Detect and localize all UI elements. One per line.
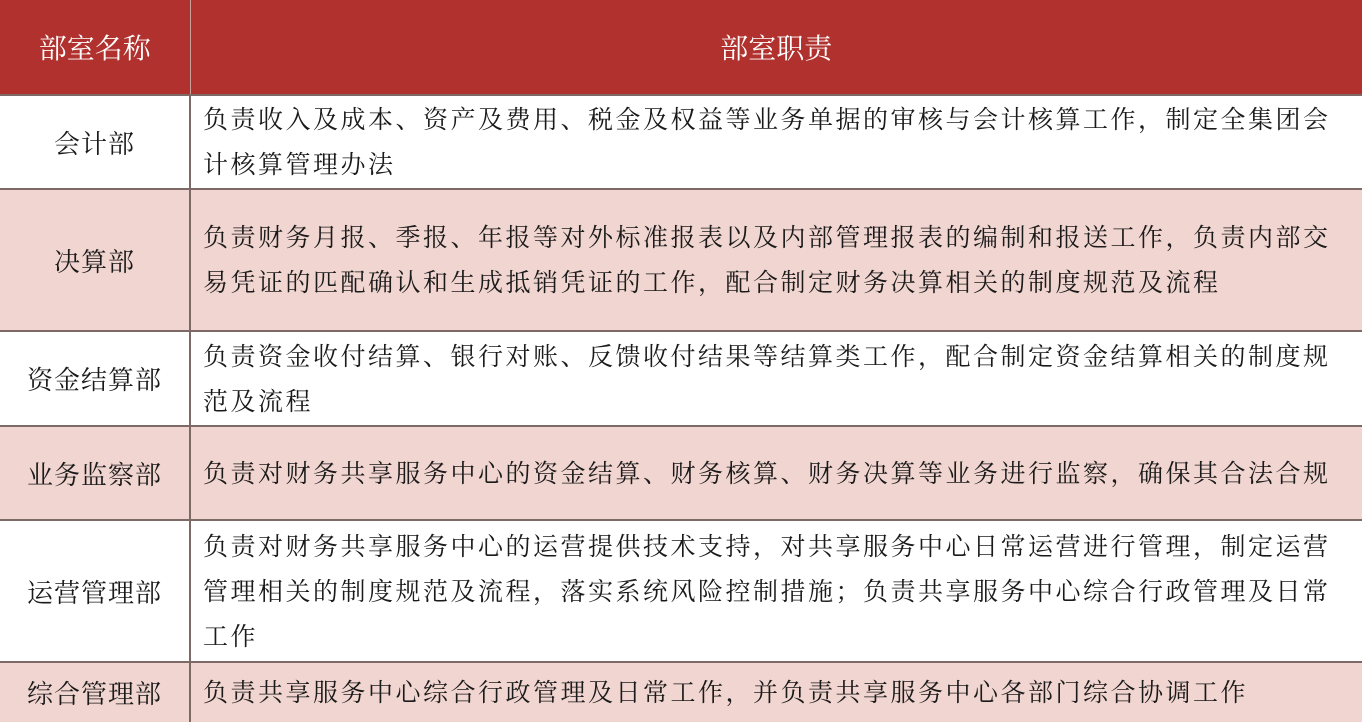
table-row xyxy=(0,426,1362,520)
table-row xyxy=(0,95,1362,189)
department-name-operations-management: 运营管理部 xyxy=(0,520,190,662)
department-duty-final-accounts: 负责财务月报、季报、年报等对外标准报表以及内部管理报表的编制和报送工作，负责内部交易凭证的匹配确认和生成抵销凭证的工作，配合制定财务决算相关的制度规范及流程 xyxy=(190,189,1362,331)
header-department-name: 部室名称 xyxy=(0,0,190,95)
department-duty-general-management: 负责共享服务中心综合行政管理及日常工作，并负责共享服务中心各部门综合协调工作 xyxy=(190,662,1362,722)
table-row xyxy=(0,331,1362,426)
department-duty-operations-management: 负责对财务共享服务中心的运营提供技术支持，对共享服务中心日常运营进行管理，制定运营管理相关的制度规范及流程，落实系统风险控制措施；负责共享服务中心综合行政管理及日常工作 xyxy=(190,520,1362,662)
department-duty-business-supervision: 负责对财务共享服务中心的资金结算、财务核算、财务决算等业务进行监察，确保其合法合规 xyxy=(190,426,1362,520)
department-name-final-accounts: 决算部 xyxy=(0,189,190,331)
department-name-business-supervision: 业务监察部 xyxy=(0,426,190,520)
table-header-row xyxy=(0,0,1362,95)
department-name-fund-settlement: 资金结算部 xyxy=(0,331,190,426)
table-row xyxy=(0,662,1362,722)
table-row xyxy=(0,520,1362,662)
department-duty-accounting: 负责收入及成本、资产及费用、税金及权益等业务单据的审核与会计核算工作，制定全集团会计核算管理办法 xyxy=(190,95,1362,189)
department-name-accounting: 会计部 xyxy=(0,95,190,189)
table-row xyxy=(0,189,1362,331)
header-department-duty: 部室职责 xyxy=(190,0,1362,95)
department-name-general-management: 综合管理部 xyxy=(0,662,190,722)
department-duty-fund-settlement: 负责资金收付结算、银行对账、反馈收付结果等结算类工作，配合制定资金结算相关的制度规范及流程 xyxy=(190,331,1362,426)
